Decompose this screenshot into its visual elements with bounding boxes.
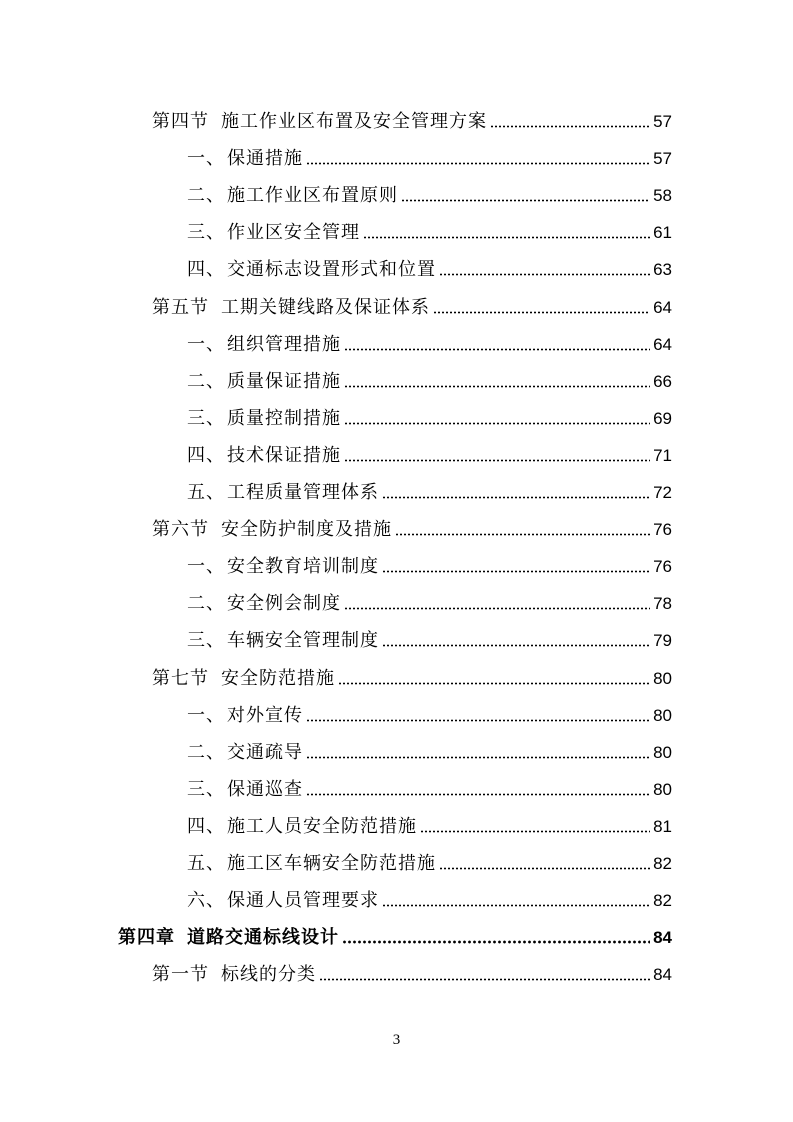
toc-entry-page: 79 [653, 631, 672, 650]
toc-section-entry[interactable] [152, 512, 672, 542]
toc-entry-label [187, 258, 436, 282]
toc-entry-title: 施工人员安全防范措施 [227, 816, 417, 837]
dot-leader [395, 533, 650, 536]
dot-leader [338, 682, 650, 685]
toc-entry-title: 安全防范措施 [221, 668, 335, 689]
toc-entry-page: 80 [653, 780, 672, 799]
toc-entry-label [187, 555, 379, 579]
toc-entry-number: 二、 [187, 593, 225, 614]
toc-entry-label [187, 852, 436, 876]
toc-subsection-entry[interactable] [187, 327, 672, 357]
toc-entry-page: 78 [653, 594, 672, 613]
dot-leader [490, 125, 650, 128]
toc-entry-number: 第七节 [152, 668, 209, 689]
dot-leader [382, 644, 650, 647]
toc-entry-page: 71 [653, 446, 672, 465]
toc-entry-title: 保通巡查 [227, 779, 303, 800]
toc-entry-number: 三、 [187, 630, 225, 651]
toc-entry-title: 安全教育培训制度 [227, 556, 379, 577]
toc-entry-title: 对外宣传 [227, 705, 303, 726]
toc-entry-label [152, 963, 316, 987]
toc-entry-title: 安全防护制度及措施 [221, 519, 392, 540]
toc-entry-number: 六、 [187, 890, 225, 911]
toc-entry-number: 第五节 [152, 297, 209, 318]
toc-entry-title: 施工作业区布置及安全管理方案 [221, 111, 487, 132]
dot-leader [420, 830, 650, 833]
dot-leader [344, 422, 650, 425]
toc-subsection-entry[interactable] [187, 586, 672, 616]
dot-leader [439, 273, 650, 276]
toc-entry-label [187, 444, 341, 468]
toc-entry-label [187, 889, 379, 913]
toc-section-entry[interactable] [152, 661, 672, 691]
dot-leader [363, 236, 650, 239]
toc-entry-label [187, 184, 398, 208]
toc-subsection-entry[interactable] [187, 623, 672, 653]
toc-entry-label [118, 926, 339, 950]
toc-entry-page: 84 [653, 965, 672, 984]
toc-entry-title: 组织管理措施 [227, 334, 341, 355]
toc-entry-page: 80 [653, 706, 672, 725]
toc-subsection-entry[interactable] [187, 178, 672, 208]
toc-subsection-entry[interactable] [187, 364, 672, 394]
dot-leader [344, 385, 650, 388]
toc-entry-label [152, 518, 392, 542]
toc-entry-label [187, 147, 303, 171]
toc-entry-number: 第四章 [118, 927, 175, 948]
dot-leader [342, 940, 650, 944]
toc-entry-title: 交通疏导 [227, 742, 303, 763]
toc-entry-page: 80 [653, 743, 672, 762]
toc-subsection-entry[interactable] [187, 401, 672, 431]
toc-chapter-entry[interactable] [118, 920, 672, 950]
toc-section-entry[interactable] [152, 957, 672, 987]
toc-entry-label [187, 333, 341, 357]
toc-entry-label [152, 296, 430, 320]
toc-entry-page: 69 [653, 409, 672, 428]
toc-entry-page: 76 [653, 557, 672, 576]
toc-subsection-entry[interactable] [187, 252, 672, 282]
dot-leader [433, 311, 650, 314]
dot-leader [319, 978, 650, 981]
dot-leader [344, 459, 650, 462]
toc-entry-number: 一、 [187, 334, 225, 355]
toc-subsection-entry[interactable] [187, 475, 672, 505]
toc-entry-page: 84 [653, 928, 672, 947]
toc-entry-label [187, 592, 341, 616]
toc-subsection-entry[interactable] [187, 215, 672, 245]
toc-entry-page: 76 [653, 520, 672, 539]
dot-leader [382, 904, 650, 907]
toc-entry-number: 四、 [187, 259, 225, 280]
toc-entry-page: 72 [653, 483, 672, 502]
toc-entry-label [187, 704, 303, 728]
toc-entry-title: 工程质量管理体系 [227, 482, 379, 503]
toc-entry-label [187, 407, 341, 431]
toc-entry-label [187, 221, 360, 245]
dot-leader [306, 719, 650, 722]
toc-entry-label [187, 741, 303, 765]
toc-entry-label [187, 629, 379, 653]
dot-leader [344, 607, 650, 610]
toc-entry-title: 质量控制措施 [227, 408, 341, 429]
toc-entry-page: 66 [653, 372, 672, 391]
dot-leader [382, 570, 650, 573]
toc-subsection-entry[interactable] [187, 883, 672, 913]
toc-entry-number: 二、 [187, 742, 225, 763]
toc-entry-page: 57 [653, 112, 672, 131]
toc-entry-number: 三、 [187, 222, 225, 243]
toc-entry-page: 63 [653, 260, 672, 279]
toc-entry-number: 五、 [187, 482, 225, 503]
dot-leader [439, 867, 650, 870]
toc-entry-title: 车辆安全管理制度 [227, 630, 379, 651]
toc-subsection-entry[interactable] [187, 846, 672, 876]
toc-entry-title: 交通标志设置形式和位置 [227, 259, 436, 280]
toc-section-entry[interactable] [152, 290, 672, 320]
toc-entry-title: 质量保证措施 [227, 371, 341, 392]
toc-entry-title: 作业区安全管理 [227, 222, 360, 243]
toc-entry-number: 第四节 [152, 111, 209, 132]
toc-entry-number: 二、 [187, 371, 225, 392]
toc-subsection-entry[interactable] [187, 809, 672, 839]
dot-leader [344, 348, 650, 351]
toc-section-entry[interactable] [152, 104, 672, 134]
toc-entry-title: 安全例会制度 [227, 593, 341, 614]
toc-entry-label [187, 481, 379, 505]
toc-entry-title: 保通人员管理要求 [227, 890, 379, 911]
toc-entry-title: 施工区车辆安全防范措施 [227, 853, 436, 874]
toc-subsection-entry[interactable] [187, 735, 672, 765]
dot-leader [382, 496, 650, 499]
toc-entry-page: 82 [653, 854, 672, 873]
toc-subsection-entry[interactable] [187, 772, 672, 802]
toc-subsection-entry[interactable] [187, 698, 672, 728]
toc-entry-number: 四、 [187, 816, 225, 837]
toc-entry-number: 四、 [187, 445, 225, 466]
toc-entry-number: 二、 [187, 185, 225, 206]
toc-entry-title: 施工作业区布置原则 [227, 185, 398, 206]
toc-entry-title: 道路交通标线设计 [187, 927, 339, 948]
toc-entry-number: 五、 [187, 853, 225, 874]
toc-entry-title: 标线的分类 [221, 964, 316, 985]
toc-entry-number: 一、 [187, 148, 225, 169]
toc-entry-title: 保通措施 [227, 148, 303, 169]
toc-entry-number: 第六节 [152, 519, 209, 540]
dot-leader [306, 793, 650, 796]
dot-leader [306, 162, 650, 165]
toc-entry-label [152, 667, 335, 691]
toc-entry-number: 第一节 [152, 964, 209, 985]
toc-subsection-entry[interactable] [187, 438, 672, 468]
toc-entry-title: 技术保证措施 [227, 445, 341, 466]
toc-entry-label [152, 110, 487, 134]
toc-entry-page: 57 [653, 149, 672, 168]
toc-entry-number: 一、 [187, 556, 225, 577]
toc-entry-page: 80 [653, 669, 672, 688]
toc-entry-page: 58 [653, 186, 672, 205]
toc-entry-page: 81 [653, 817, 672, 836]
toc-entry-number: 一、 [187, 705, 225, 726]
toc-entry-page: 64 [653, 298, 672, 317]
toc-entry-label [187, 778, 303, 802]
toc-subsection-entry[interactable] [187, 549, 672, 579]
toc-entry-page: 64 [653, 335, 672, 354]
toc-entry-page: 82 [653, 891, 672, 910]
toc-entry-page: 61 [653, 223, 672, 242]
toc-entry-label [187, 815, 417, 839]
toc-entry-number: 三、 [187, 779, 225, 800]
page-number: 3 [392, 1032, 401, 1048]
dot-leader [306, 756, 650, 759]
toc-entry-title: 工期关键线路及保证体系 [221, 297, 430, 318]
toc-entry-number: 三、 [187, 408, 225, 429]
toc-subsection-entry[interactable] [187, 141, 672, 171]
dot-leader [401, 199, 650, 202]
toc-entry-label [187, 370, 341, 394]
